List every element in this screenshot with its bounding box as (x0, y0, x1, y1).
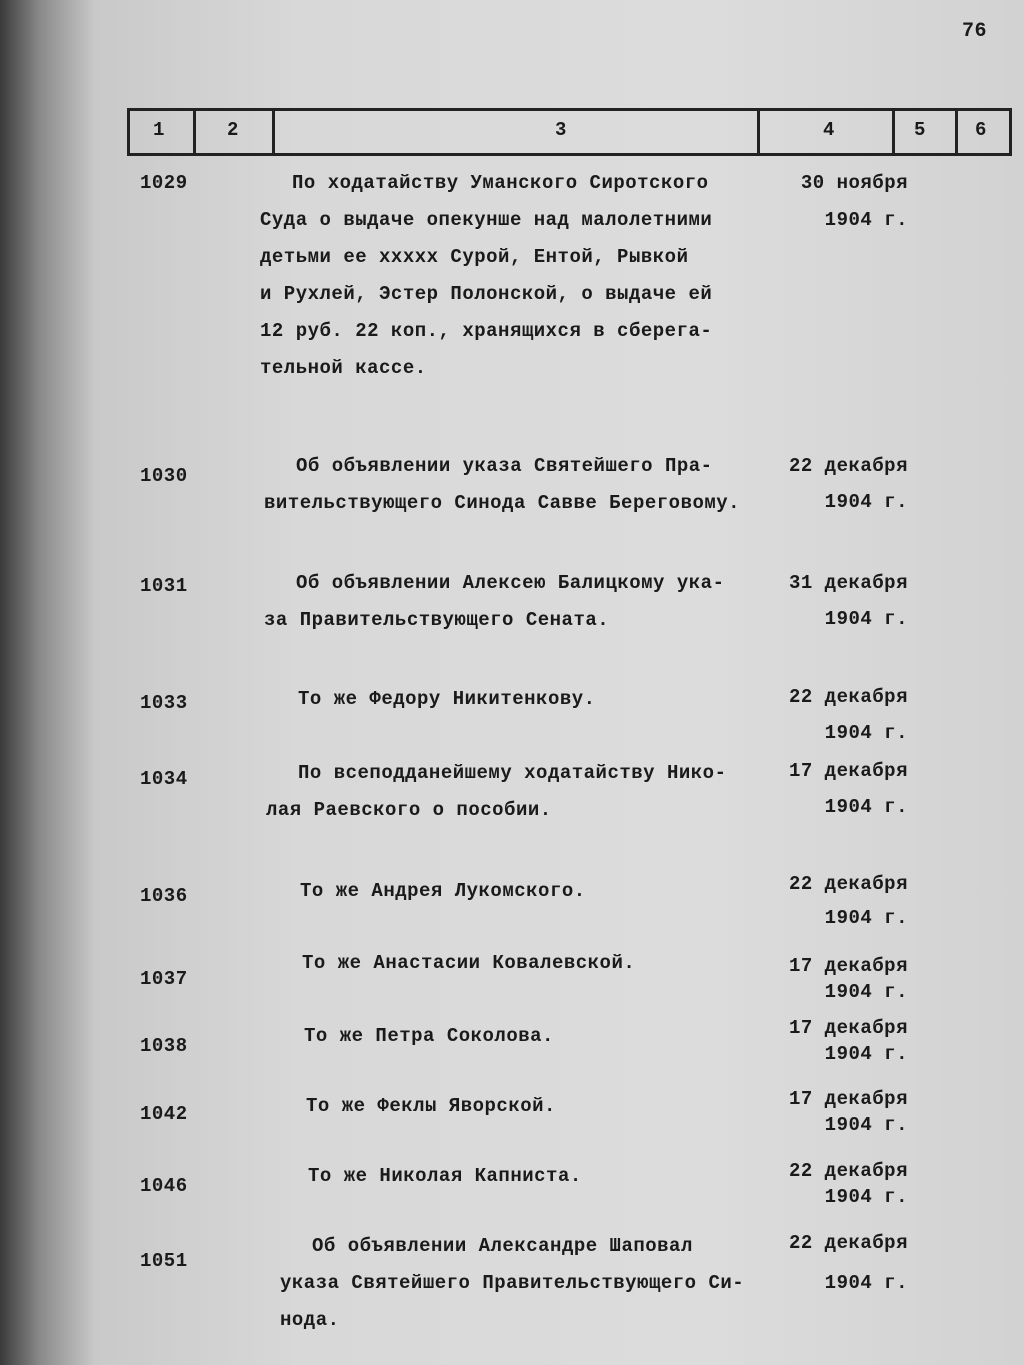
entry-text-line: лая Раевского о пособии. (266, 799, 552, 821)
entry-number: 1033 (140, 692, 188, 714)
column-header-1: 1 (153, 119, 165, 141)
entry-text-line: То же Андрея Лукомского. (300, 880, 586, 902)
table-header (127, 108, 1012, 156)
entry-number: 1034 (140, 768, 188, 790)
entry-date-line: 1904 г. (824, 722, 908, 744)
entry-date-line: 1904 г. (824, 907, 908, 929)
entry-date-line: 22 декабря (788, 686, 908, 708)
entry-number: 1031 (140, 575, 188, 597)
entry-text-line: нода. (280, 1309, 340, 1331)
column-divider (892, 111, 895, 153)
entry-number: 1036 (140, 885, 188, 907)
entry-text-line: 12 руб. 22 коп., хранящихся в сберега- (260, 320, 713, 342)
entry-date-line: 17 декабря (788, 955, 908, 977)
entry-text-line: Об объявлении указа Святейшего Пра- (296, 455, 713, 477)
entry-text-line: и Рухлей, Эстер Полонской, о выдаче ей (260, 283, 713, 305)
entry-number: 1037 (140, 968, 188, 990)
entry-text-line: То же Федору Никитенкову. (298, 688, 596, 710)
column-divider (127, 111, 130, 153)
entry-number: 1029 (140, 172, 188, 194)
entry-text-line: за Правительствующего Сената. (264, 609, 610, 631)
entry-text-line: Об объявлении Алексею Балицкому ука- (296, 572, 725, 594)
entry-date-line: 22 декабря (788, 1160, 908, 1182)
column-header-4: 4 (823, 119, 835, 141)
entry-number: 1030 (140, 465, 188, 487)
entry-text-line: детьми ее ххххх Сурой, Ентой, Рывкой (260, 246, 689, 268)
entry-number: 1038 (140, 1035, 188, 1057)
entry-date-line: 17 декабря (788, 1088, 908, 1110)
entry-text-line: То же Петра Соколова. (304, 1025, 554, 1047)
entry-date-line: 1904 г. (824, 1272, 908, 1294)
entry-text-line: Суда о выдаче опекунше над малолетними (260, 209, 713, 231)
entry-date-line: 22 декабря (788, 455, 908, 477)
column-divider (955, 111, 958, 153)
column-header-5: 5 (914, 119, 926, 141)
entry-text-line: Об объявлении Александре Шаповал (312, 1235, 693, 1257)
entry-number: 1046 (140, 1175, 188, 1197)
page-number: 76 (962, 20, 988, 43)
entry-date-line: 30 ноября (800, 172, 908, 194)
column-header-6: 6 (975, 119, 987, 141)
entry-date-line: 1904 г. (824, 1186, 908, 1208)
column-divider (193, 111, 196, 153)
entry-text-line: То же Анастасии Ковалевской. (302, 952, 636, 974)
entry-date-line: 17 декабря (788, 1017, 908, 1039)
column-divider (757, 111, 760, 153)
entry-date-line: 17 декабря (788, 760, 908, 782)
entry-date-line: 1904 г. (824, 1114, 908, 1136)
entry-text-line: То же Николая Капниста. (308, 1165, 582, 1187)
column-divider (1009, 111, 1012, 153)
entry-date-line: 1904 г. (824, 1043, 908, 1065)
entry-date-line: 1904 г. (824, 608, 908, 630)
entry-number: 1051 (140, 1250, 188, 1272)
entry-text-line: По ходатайству Уманского Сиротского (292, 172, 709, 194)
entry-text-line: указа Святейшего Правительствующего Си- (280, 1272, 745, 1294)
entry-text-line: По всеподданейшему ходатайству Нико- (298, 762, 727, 784)
entry-text-line: вительствующего Синода Савве Береговому. (264, 492, 741, 514)
column-divider (272, 111, 275, 153)
entry-date-line: 22 декабря (788, 1232, 908, 1254)
entry-date-line: 31 декабря (788, 572, 908, 594)
entry-number: 1042 (140, 1103, 188, 1125)
column-header-3: 3 (555, 119, 567, 141)
entry-text-line: тельной кассе. (260, 357, 427, 379)
entry-date-line: 1904 г. (824, 209, 908, 231)
entry-date-line: 1904 г. (824, 796, 908, 818)
entry-date-line: 1904 г. (824, 491, 908, 513)
entry-date-line: 22 декабря (788, 873, 908, 895)
entry-text-line: То же Феклы Яворской. (306, 1095, 556, 1117)
entry-date-line: 1904 г. (824, 981, 908, 1003)
column-header-2: 2 (227, 119, 239, 141)
